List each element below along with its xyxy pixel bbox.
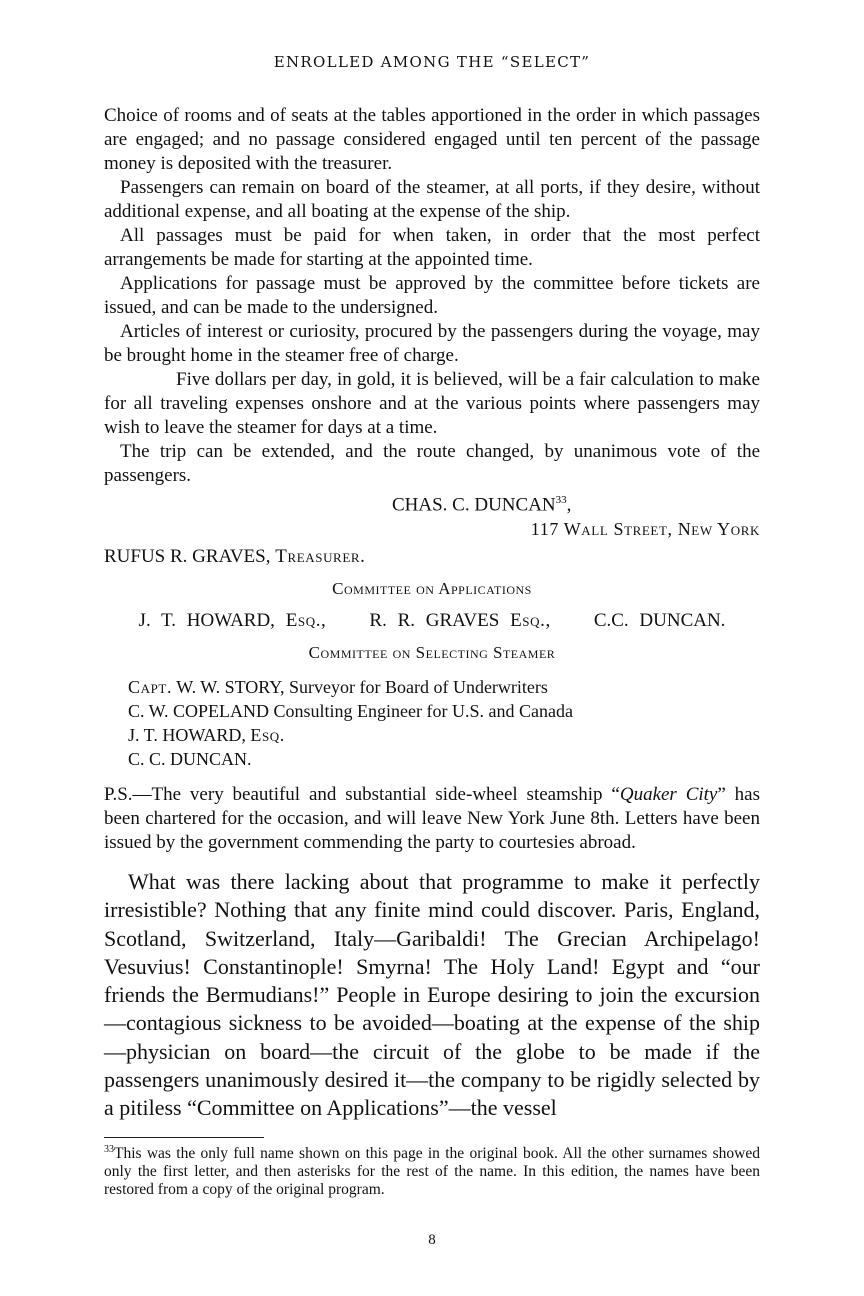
footnote-rule xyxy=(104,1137,264,1138)
committee-applications-members xyxy=(104,609,760,633)
footnote-ref: 33 xyxy=(555,494,567,506)
ship-name: Quaker City xyxy=(619,784,718,806)
member: Capt. W. W. STORY, Surveyor for Board of Underwriters xyxy=(128,677,548,698)
member: R. R. GRAVES Esq., xyxy=(369,610,551,632)
member: C.C. DUNCAN. xyxy=(593,610,726,632)
program-text xyxy=(104,104,760,855)
narrative-paragraph: What was there lacking about that programme to make it perfectly irresistible? Nothing that any finite mind could discover. Paris, England, Scotland, Switzerland, Italy—Garibaldi! The Grecian Archipelago! Vesuvius! Constantinople! Smyrna! The Holy Land! Egypt and “our friends the Bermudians!” People in Europe desiring to join the excursion—contagious sickness to be avoided—boating at the expense of the ship—physician on board—the circuit of the globe to be made if the passengers unanimously desired it—the company to be rigidly selected by a pitiless “Committee on Applications”—the vessel xyxy=(104,869,760,1121)
paragraph: Five dollars per day, in gold, it is believed, will be a fair calculation to make for all traveling expenses onshore and at the various points where passengers may wish to leave the steamer for days at a time. xyxy=(104,369,760,438)
member: J. T. HOWARD, Esq. xyxy=(128,725,285,746)
postscript: P.S.—The very beautiful and substantial side-wheel steamship “Quaker City” has been chartered for the occasion, and will leave New York June 8th. Letters have been issued by the government commending the party to courtesies abroad. xyxy=(104,784,760,854)
treasurer-line: RUFUS R. GRAVES, Treasurer. xyxy=(104,546,366,568)
paragraph: Choice of rooms and of seats at the tables apportioned in the order in which passages are engaged; and no passage considered engaged until ten percent of the passage money is deposited with the treasurer. xyxy=(104,105,760,174)
paragraph: All passages must be paid for when taken, in order that the most perfect arrangements be made for starting at the appointed time. xyxy=(104,225,760,270)
paragraph: Articles of interest or curiosity, procured by the passengers during the voyage, may be brought home in the steamer free of charge. xyxy=(104,321,760,366)
committee-steamer-members xyxy=(128,675,760,771)
signature-address: 117 Wall Street, New York xyxy=(530,519,760,540)
member: C. W. COPELAND Consulting Engineer for U.S. and Canada xyxy=(128,701,573,722)
footnote-number: 33 xyxy=(104,1144,114,1155)
page-number: 8 xyxy=(428,1232,436,1248)
committee-steamer-heading: Committee on Selecting Steamer xyxy=(308,643,556,663)
paragraph: Passengers can remain on board of the steamer, at all ports, if they desire, without additional expense, and all boating at the expense of the ship. xyxy=(104,177,760,222)
committee-applications-heading: Committee on Applications xyxy=(332,579,532,599)
signature-name: CHAS. C. DUNCAN$^{33}$, xyxy=(392,494,572,516)
member: C. C. DUNCAN. xyxy=(128,749,252,770)
running-header: ENROLLED AMONG THE “SELECT” xyxy=(273,53,591,71)
paragraph: The trip can be extended, and the route changed, by unanimous vote of the passengers. xyxy=(104,441,760,486)
footnote: $^{33}$This was the only full name shown on this page in the original book. All the other surnames showed only the first letter, and then asterisks for the rest of the name. In this edition, the names have been restored from a copy of the original program. xyxy=(104,1144,760,1199)
paragraph: Applications for passage must be approved by the committee before tickets are issued, and can be made to the undersigned. xyxy=(104,273,760,318)
member: J. T. HOWARD, Esq., xyxy=(138,610,327,632)
